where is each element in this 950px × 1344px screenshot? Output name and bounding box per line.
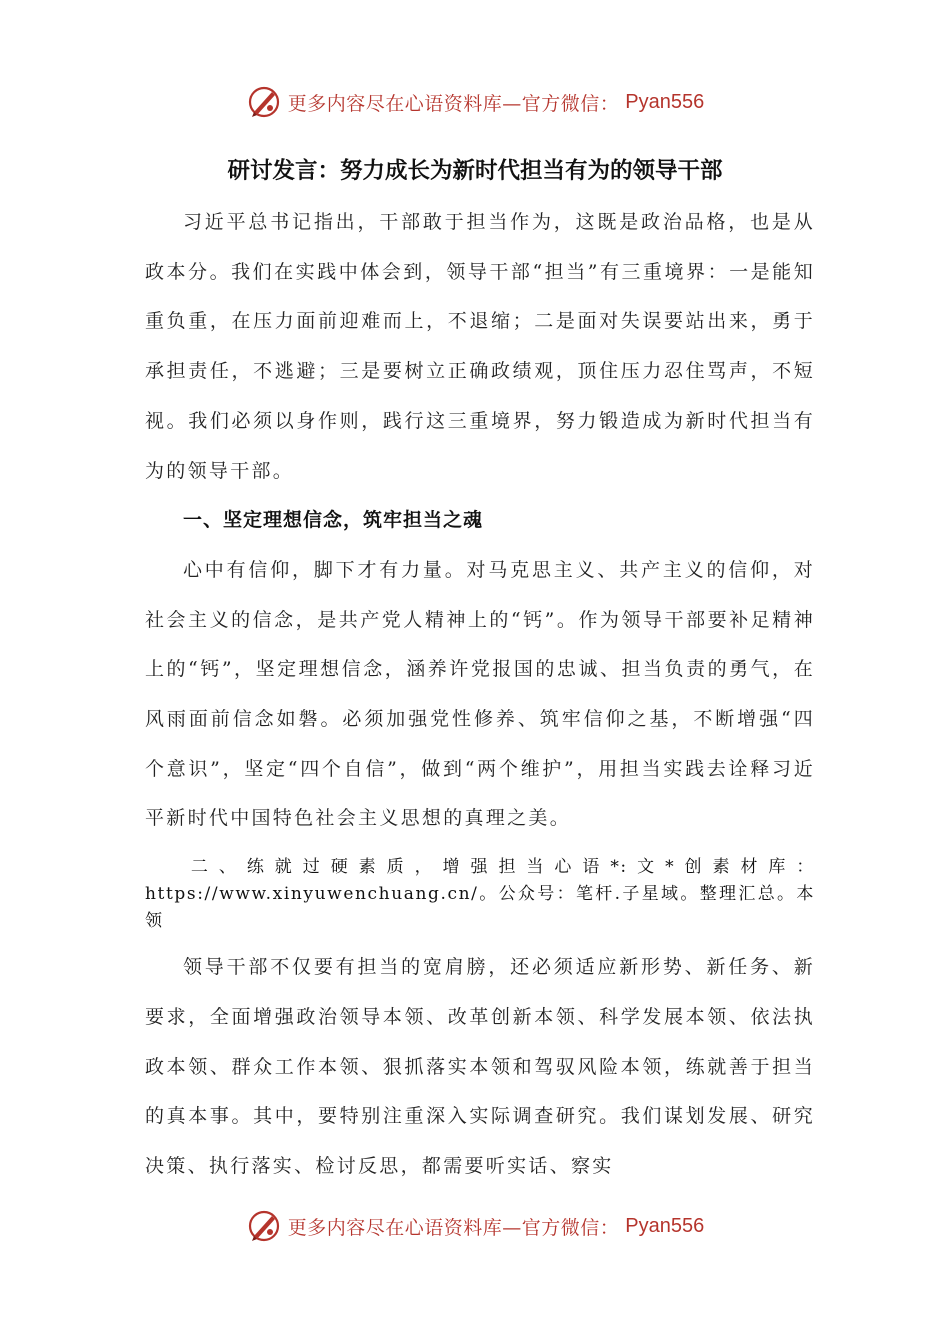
document-title: 研讨发言：努力成长为新时代担当有为的领导干部 bbox=[227, 158, 723, 184]
banner-wechat-id: Pyan556 bbox=[625, 1214, 705, 1237]
section-1-heading: 一、坚定理想信念，筑牢担当之魂 bbox=[183, 509, 484, 532]
header-watermark-banner bbox=[0, 84, 950, 120]
intro-paragraph: 习近平总书记指出，干部敢于担当作为，这既是政治品格，也是从政本分。我们在实践中体会到，领导干部“担当”有三重境界：一是能知重负重，在压力面前迎难而上，不退缩；二是面对失误要站出来，勇于承担责任，不逃避；三是要树立正确政绩观，顶住压力忍住骂声，不短视。我们必须以身作则，践行这三重境界，努力锻造成为新时代担当有为的领导干部。 bbox=[145, 211, 815, 482]
section-2-paragraph: 领导干部不仅要有担当的宽肩膀，还必须适应新形势、新任务、新要求，全面增强政治领导本领、改革创新本领、科学发展本领、依法执政本领、群众工作本领、狠抓落实本领和驾驭风险本领，练就善于担当的真本事。其中，要特别注重深入实际调查研究。我们谋划发展、研究决策、执行落实、检讨反思，都需要听实话、察实 bbox=[145, 956, 815, 1177]
document-body bbox=[145, 198, 815, 1192]
banner-text: 更多内容尽在心语资料库—官方微信： bbox=[287, 92, 620, 115]
section-1-paragraph: 心中有信仰，脚下才有力量。对马克思主义、共产主义的信仰，对社会主义的信念，是共产党人精神上的“钙”。作为领导干部要补足精神上的“钙”，坚定理想信念，涵养许党报国的忠诚、担当负责的勇气，在风雨面前信念如磐。必须加强党性修养、筑牢信仰之基，不断增强“四个意识”，坚定“四个自信”，做到“两个维护”，用担当实践去诠释习近平新时代中国特色社会主义思想的真理之美。 bbox=[145, 558, 815, 830]
banner-text: 更多内容尽在心语资料库—官方微信： bbox=[287, 1216, 620, 1239]
footer-watermark-banner bbox=[0, 1208, 950, 1244]
pen-logo-icon bbox=[246, 84, 282, 120]
pen-logo-icon bbox=[246, 1208, 282, 1244]
section-2-heading: 二、练就过硬素质，增强担当心语*:文*创素材库：https://www.xinyuwenchuang.cn/。公众号：笔杆.子星域。整理汇总。本领 bbox=[145, 857, 815, 932]
banner-wechat-id: Pyan556 bbox=[625, 90, 705, 113]
